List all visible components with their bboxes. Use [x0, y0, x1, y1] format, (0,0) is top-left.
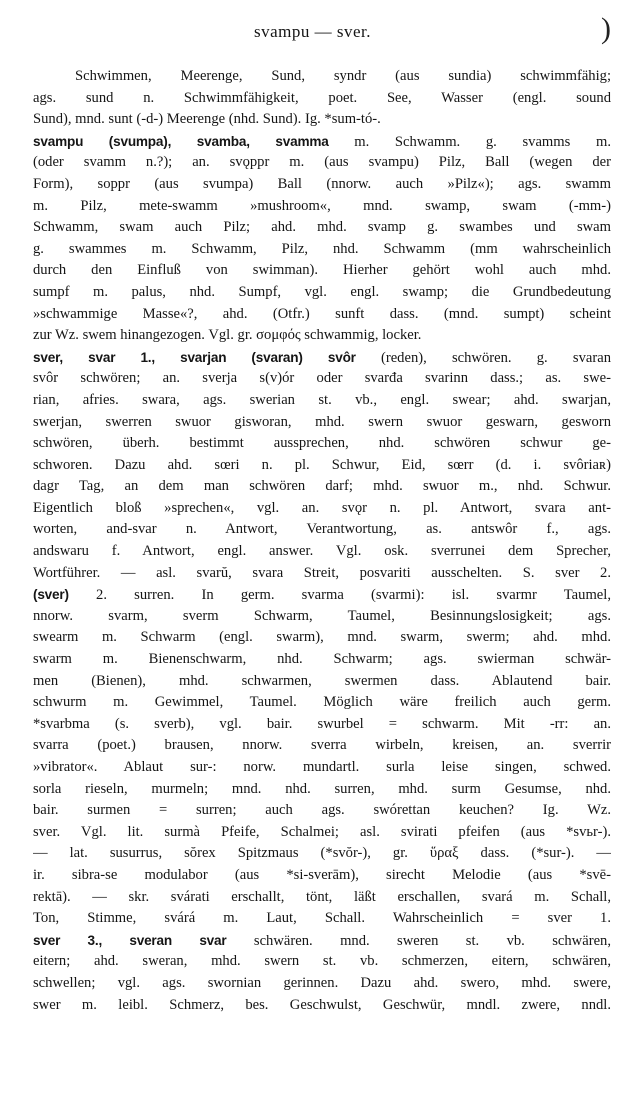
entry-line: schwellen; vgl. ags. swornian gerinnen. Dazu ahd. swero, mhd. swere, [33, 974, 611, 991]
entry-line: Ton, Stimme, svárá m. Laut, Schall. Wahrscheinlich = sver 1. [33, 910, 611, 927]
entry-line: »vibrator«. Ablaut sur-: norw. mundartl. surla leise singen, schwed. [33, 759, 611, 775]
entry-line: ir. sibra-se modulabor (aus *si-sverām), sirecht Melodie (aus *svē- [33, 866, 611, 883]
entry-first-line [33, 347, 611, 369]
entry-line: rektā). — skr. svárati erschallt, tönt, läßt erschallen, svará m. Schall, [33, 888, 611, 905]
entry-line: *svarbma (s. sverb), vgl. bair. swurbel = schwarm. Mit -rr: an. [33, 715, 611, 732]
entry-line-text: m. Schwamm. g. svamms m. [328, 133, 611, 150]
entry-first-line [33, 930, 611, 952]
entry-line: m. Pilz, mete-swamm »mushroom«, mnd. swamp, swam (-mm-) [33, 197, 611, 214]
entry-line-text: 2. surren. In germ. svarma (svarmi): isl. svarmr Taumel, [68, 587, 611, 604]
entry-line: schwören, überh. bestimmt aussprechen, nhd. schwören schwur ge- [33, 435, 611, 452]
entry-line: swearm m. Schwarm (engl. swarm), mnd. swarm, swerm; ahd. mhd. [33, 629, 611, 646]
entry-line: Wortführer. — asl. svarŭ, svara Streit, posvariti ausschelten. S. sver 2. [33, 564, 611, 581]
entry-headword: sver, svar 1., svarjan (svaran) svôr [33, 349, 356, 365]
entry-sver-1 [33, 347, 611, 585]
entry-line: worten, and-svar n. Antwort, Verantwortung, as. antswôr f., ags. [33, 521, 611, 538]
entry-line: Schwamm, swam auch Pilz; ahd. mhd. svamp g. swambes und swam [33, 219, 611, 236]
entry-line: zur Wz. swem hinangezogen. Vgl. gr. σομφός schwammig, locker. [33, 327, 422, 344]
entry-first-line [33, 131, 611, 153]
entry-svampu [33, 131, 611, 347]
entry-line: Sund), mnd. sunt (-d-) Meerenge (nhd. Sund). Ig. *sum-tó-. [33, 111, 381, 128]
entry-line: ags. sund n. Schwimmfähigkeit, poet. See, Wasser (engl. sound [33, 89, 611, 106]
entry-line: dagr Tag, an dem man schwören darf; mhd. swuor m., nhd. Schwur. [33, 478, 611, 495]
entry-line: bair. surmen = surren; auch ags. swórettan keuchen? Ig. Wz. [33, 802, 611, 819]
entry-line: »schwammige Masse«?, ahd. (Otfr.) sunft dass. (mnd. sumpt) scheint [33, 305, 611, 322]
entry-line: Form), soppr (aus svumpa) Ball (nnorw. auch »Pilz«); ags. swamm [33, 175, 611, 192]
entry-line: svarra (poet.) brausen, nnorw. sverra wirbeln, kreisen, an. sverrir [33, 737, 611, 754]
entry-line: Schwimmen, Meerenge, Sund, syndr (aus sundia) schwimmfähig; [75, 68, 611, 84]
entry-headword: svampu (svumpa), svamba, svamma [33, 133, 329, 149]
entry-sver-3 [33, 930, 611, 1016]
entry-line: g. swammes m. Schwamm, Pilz, nhd. Schwamm (mm wahrscheinlich [33, 240, 611, 257]
page-corner-mark: ) [601, 12, 611, 45]
entry-line: andswaru f. Antwort, engl. answer. Vgl. osk. sverrunei dem Sprecher, [33, 543, 611, 560]
entry-line: — lat. susurrus, sŏrex Spitzmaus (*svŏr-), gr. ὕραξ dass. (*sur-). — [33, 845, 611, 862]
entry-line-text: schwären. mnd. sweren st. vb. schwären, [226, 932, 611, 949]
entry-first-line [33, 584, 611, 606]
entry-line: swer m. leibl. Schmerz, bes. Geschwulst, Geschwür, mndl. zwere, nndl. [33, 996, 611, 1013]
entry-line: sumpf m. palus, nhd. Sumpf, vgl. engl. swamp; die Grundbedeutung [33, 283, 611, 300]
entry-line: men (Bienen), mhd. schwarmen, swermen dass. Ablautend bair. [33, 672, 611, 689]
entries-column [33, 66, 611, 1016]
entry-line: schworen. Dazu ahd. sœri n. pl. Schwur, Eid, sœrr (d. i. svôriaʀ) [33, 456, 611, 473]
entry-line: nnorw. svarm, sverm Schwarm, Taumel, Besinnungslosigkeit; ags. [33, 607, 611, 624]
entry-line: swarm m. Bienenschwarm, nhd. Schwarm; ags. swierman schwär- [33, 651, 611, 668]
entry-headword: sver 3., sveran svar [33, 932, 227, 948]
entry-line: swerjan, swerren swuor gisworan, mhd. swern swuor geswarn, gesworn [33, 413, 611, 430]
entry-continuation [33, 66, 611, 131]
entry-line: sorla rieseln, murmeln; mnd. nhd. surren, mhd. surm Gesumse, nhd. [33, 780, 611, 797]
entry-line: sver. Vgl. lit. surmà Pfeife, Schalmei; asl. svirati pfeifen (aus *svьr-). [33, 823, 611, 840]
entry-line: (oder svamm n.?); an. svǫppr m. (aus svampu) Pilz, Ball (wegen der [33, 154, 611, 171]
entry-headword: (sver) [33, 587, 69, 603]
entry-line: Eigentlich bloß »sprechen«, vgl. an. svǫr n. pl. Antwort, svara ant- [33, 499, 611, 516]
entry-line-text: (reden), schwören. g. svaran [355, 349, 611, 366]
entry-line: schwurm m. Gewimmel, Taumel. Möglich wäre freilich auch germ. [33, 694, 611, 711]
running-head: svampu — sver. [253, 22, 372, 41]
entry-line: rian, afries. swara, ags. swerian st. vb., engl. swear; ahd. swarjan, [33, 391, 611, 408]
entry-line: durch den Einfluß von swimman). Hierher gehört wohl auch mhd. [33, 262, 611, 279]
entry-sver-2 [33, 584, 611, 930]
entry-line: eitern; ahd. sweran, mhd. swern st. vb. schmerzen, eitern, schwären, [33, 953, 611, 970]
entry-line: svôr schwören; an. sverja s(v)ór oder svarđa svarinn dass.; as. swe- [33, 370, 611, 387]
